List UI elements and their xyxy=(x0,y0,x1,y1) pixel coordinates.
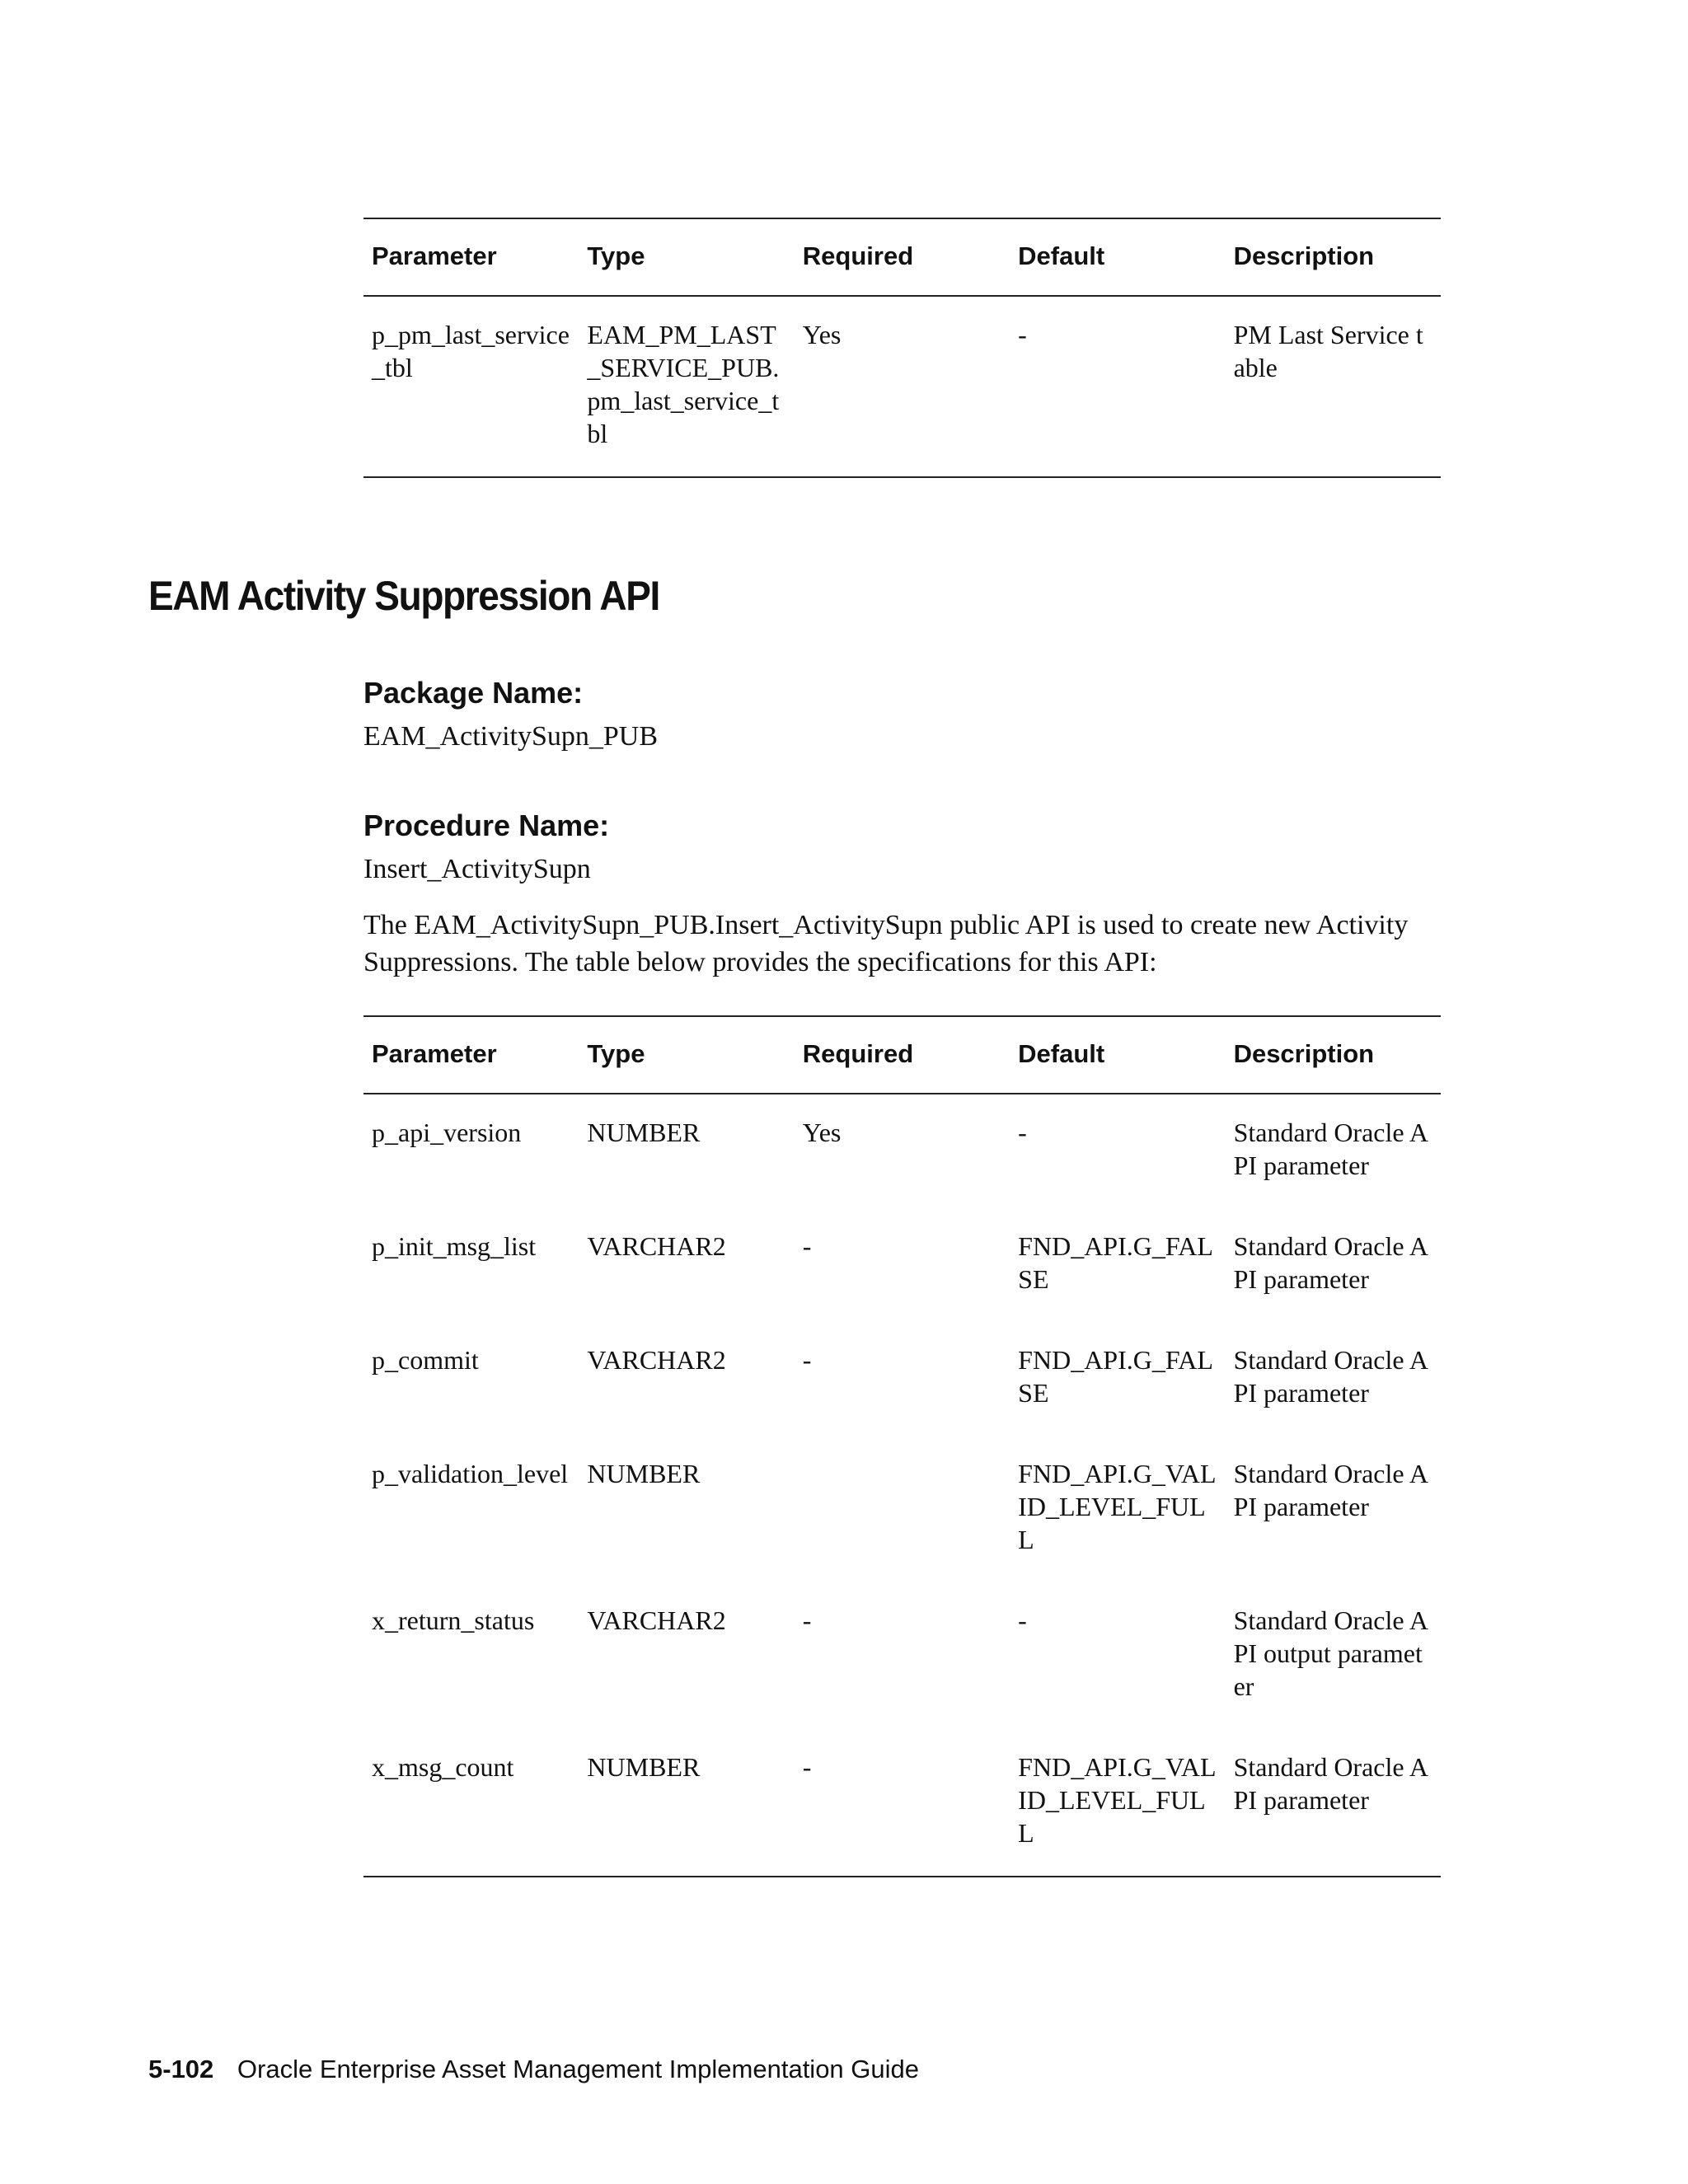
cell-default: FND_API.G_FALSE xyxy=(1018,1231,1213,1294)
column-header-default: Default xyxy=(1018,1039,1105,1068)
cell-type: VARCHAR2 xyxy=(587,1345,726,1375)
column-header-type: Type xyxy=(587,1039,645,1068)
table-header-row xyxy=(363,1016,1441,1094)
column-header-description: Description xyxy=(1233,1039,1375,1068)
cell-default: FND_API.G_VALID_LEVEL_FULL xyxy=(1018,1752,1217,1848)
cell-type: VARCHAR2 xyxy=(587,1231,726,1261)
column-header-type: Type xyxy=(587,241,645,270)
table-row xyxy=(363,1582,1441,1729)
column-header-required: Required xyxy=(802,241,914,270)
table-row xyxy=(363,1436,1441,1582)
cell-description: Standard Oracle API parameter xyxy=(1233,1459,1428,1521)
cell-required: Yes xyxy=(802,1118,842,1147)
cell-parameter: p_api_version xyxy=(372,1118,522,1147)
cell-default: - xyxy=(1018,320,1027,349)
cell-default: - xyxy=(1018,1118,1027,1147)
cell-parameter: x_return_status xyxy=(372,1605,535,1635)
cell-required xyxy=(795,1436,1010,1582)
cell-required: - xyxy=(802,1605,812,1635)
activity-suppression-parameter-table xyxy=(363,1015,1441,1877)
cell-required: - xyxy=(802,1752,812,1782)
cell-description: Standard Oracle API parameter xyxy=(1233,1345,1428,1408)
cell-parameter: p_init_msg_list xyxy=(372,1231,537,1261)
column-header-parameter: Parameter xyxy=(372,241,497,270)
table-row xyxy=(363,1322,1441,1436)
guide-title: Oracle Enterprise Asset Management Implementation Guide xyxy=(237,2055,920,2083)
page-number: 5-102 xyxy=(148,2055,214,2083)
column-header-default: Default xyxy=(1018,241,1105,270)
package-name-label: Package Name: xyxy=(363,676,584,710)
cell-parameter: p_pm_last_service_tbl xyxy=(372,320,570,382)
intro-paragraph: The EAM_ActivitySupn_PUB.Insert_ActivitySupn public API is used to create new Activity Suppressions. The table below provides the specifications for this API: xyxy=(363,910,1409,977)
cell-type: EAM_PM_LAST_SERVICE_PUB.pm_last_service_tbl xyxy=(587,320,780,448)
procedure-name-value: Insert_ActivitySupn xyxy=(363,854,591,884)
table-row xyxy=(363,1208,1441,1322)
table-row xyxy=(363,296,1441,477)
cell-description: Standard Oracle API output parameter xyxy=(1233,1605,1428,1701)
cell-default: FND_API.G_VALID_LEVEL_FULL xyxy=(1018,1459,1217,1554)
table-row xyxy=(363,1094,1441,1208)
cell-parameter: p_commit xyxy=(372,1345,479,1375)
cell-parameter: p_validation_level xyxy=(372,1459,569,1488)
cell-type: NUMBER xyxy=(587,1459,701,1488)
cell-required: - xyxy=(802,1345,812,1375)
column-header-description: Description xyxy=(1233,241,1375,270)
cell-required: - xyxy=(802,1231,812,1261)
column-header-required: Required xyxy=(802,1039,914,1068)
cell-type: NUMBER xyxy=(587,1752,701,1782)
pm-last-service-parameter-table xyxy=(363,218,1441,478)
column-header-parameter: Parameter xyxy=(372,1039,497,1068)
package-name-value: EAM_ActivitySupn_PUB xyxy=(363,721,659,752)
cell-type: VARCHAR2 xyxy=(587,1605,726,1635)
page-footer xyxy=(148,2055,919,2084)
table-row xyxy=(363,1729,1441,1877)
cell-description: Standard Oracle API parameter xyxy=(1233,1231,1428,1294)
cell-required: Yes xyxy=(802,320,842,349)
cell-type: NUMBER xyxy=(587,1118,701,1147)
cell-description: PM Last Service table xyxy=(1233,320,1423,382)
procedure-name-label: Procedure Name: xyxy=(363,808,610,842)
cell-parameter: x_msg_count xyxy=(372,1752,514,1782)
table-header-row xyxy=(363,218,1441,296)
cell-default: - xyxy=(1018,1605,1027,1635)
cell-default: FND_API.G_FALSE xyxy=(1018,1345,1213,1408)
cell-description: Standard Oracle API parameter xyxy=(1233,1118,1428,1180)
cell-description: Standard Oracle API parameter xyxy=(1233,1752,1428,1815)
section-title: EAM Activity Suppression API xyxy=(148,573,659,619)
